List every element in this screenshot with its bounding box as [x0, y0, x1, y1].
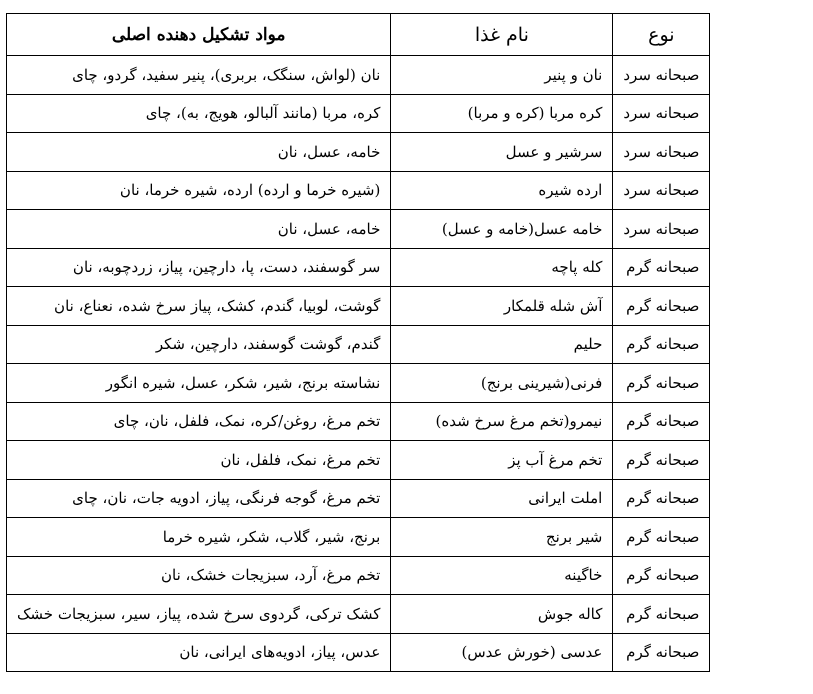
cell-type: صبحانه گرم	[613, 633, 710, 672]
cell-ingredients: کره، مربا (مانند آلبالو، هویج، به)، چای	[7, 94, 391, 133]
cell-type: صبحانه گرم	[613, 402, 710, 441]
cell-name: حلیم	[391, 325, 613, 364]
table-row	[7, 325, 710, 364]
cell-type: صبحانه گرم	[613, 441, 710, 480]
cell-ingredients: برنج، شیر، گلاب، شکر، شیره خرما	[7, 518, 391, 557]
cell-ingredients: گوشت، لوبیا، گندم، کشک، پیاز سرخ شده، نعناع، نان	[7, 287, 391, 326]
breakfast-table-wrapper	[6, 13, 710, 672]
table-row	[7, 595, 710, 634]
cell-ingredients: تخم مرغ، گوجه فرنگی، پیاز، ادویه جات، نان، چای	[7, 479, 391, 518]
cell-type: صبحانه گرم	[613, 556, 710, 595]
cell-type: صبحانه گرم	[613, 287, 710, 326]
cell-ingredients: عدس، پیاز، ادویه‌های ایرانی، نان	[7, 633, 391, 672]
header-ingredients: مواد تشکیل دهنده اصلی	[7, 14, 391, 56]
cell-name: املت ایرانی	[391, 479, 613, 518]
cell-name: سرشیر و عسل	[391, 133, 613, 172]
table-row	[7, 518, 710, 557]
cell-name: شیر برنج	[391, 518, 613, 557]
cell-name: عدسی (خورش عدس)	[391, 633, 613, 672]
cell-name: کاله جوش	[391, 595, 613, 634]
cell-name: خاگینه	[391, 556, 613, 595]
table-row	[7, 56, 710, 95]
cell-ingredients: سر گوسفند، دست، پا، دارچین، پیاز، زردچوبه، نان	[7, 248, 391, 287]
cell-type: صبحانه گرم	[613, 364, 710, 403]
table-row	[7, 248, 710, 287]
table-row	[7, 171, 710, 210]
cell-ingredients: خامه، عسل، نان	[7, 133, 391, 172]
cell-name: نان و پنیر	[391, 56, 613, 95]
cell-type: صبحانه سرد	[613, 210, 710, 249]
cell-name: ارده شیره	[391, 171, 613, 210]
cell-type: صبحانه سرد	[613, 171, 710, 210]
table-row	[7, 364, 710, 403]
table-row	[7, 133, 710, 172]
table-row	[7, 287, 710, 326]
cell-name: تخم مرغ آب پز	[391, 441, 613, 480]
cell-ingredients: گندم، گوشت گوسفند، دارچین، شکر	[7, 325, 391, 364]
table-row	[7, 479, 710, 518]
cell-name: خامه عسل(خامه و عسل)	[391, 210, 613, 249]
table-row	[7, 556, 710, 595]
cell-ingredients: تخم مرغ، نمک، فلفل، نان	[7, 441, 391, 480]
cell-ingredients: خامه، عسل، نان	[7, 210, 391, 249]
cell-type: صبحانه سرد	[613, 133, 710, 172]
cell-ingredients: کشک ترکی، گردوی سرخ شده، پیاز، سیر، سبزیجات خشک	[7, 595, 391, 634]
cell-type: صبحانه گرم	[613, 479, 710, 518]
header-name: نام غذا	[391, 14, 613, 56]
table-row	[7, 633, 710, 672]
cell-ingredients: نان (لواش، سنگک، بربری)، پنیر سفید، گردو، چای	[7, 56, 391, 95]
cell-type: صبحانه گرم	[613, 595, 710, 634]
cell-type: صبحانه سرد	[613, 94, 710, 133]
table-row	[7, 441, 710, 480]
cell-name: کله پاچه	[391, 248, 613, 287]
cell-ingredients: (شیره خرما و ارده) ارده، شیره خرما، نان	[7, 171, 391, 210]
table-row	[7, 210, 710, 249]
cell-type: صبحانه گرم	[613, 248, 710, 287]
breakfast-table	[6, 13, 710, 672]
table-row	[7, 402, 710, 441]
cell-name: نیمرو(تخم مرغ سرخ شده)	[391, 402, 613, 441]
cell-ingredients: تخم مرغ، آرد، سبزیجات خشک، نان	[7, 556, 391, 595]
table-header-row	[7, 14, 710, 56]
cell-name: کره مربا (کره و مربا)	[391, 94, 613, 133]
cell-ingredients: تخم مرغ، روغن/کره، نمک، فلفل، نان، چای	[7, 402, 391, 441]
cell-type: صبحانه سرد	[613, 56, 710, 95]
cell-type: صبحانه گرم	[613, 518, 710, 557]
cell-name: آش شله قلمکار	[391, 287, 613, 326]
cell-ingredients: نشاسته برنج، شیر، شکر، عسل، شیره انگور	[7, 364, 391, 403]
cell-name: فرنی(شیرینی برنج)	[391, 364, 613, 403]
header-type: نوع	[613, 14, 710, 56]
cell-type: صبحانه گرم	[613, 325, 710, 364]
table-row	[7, 94, 710, 133]
